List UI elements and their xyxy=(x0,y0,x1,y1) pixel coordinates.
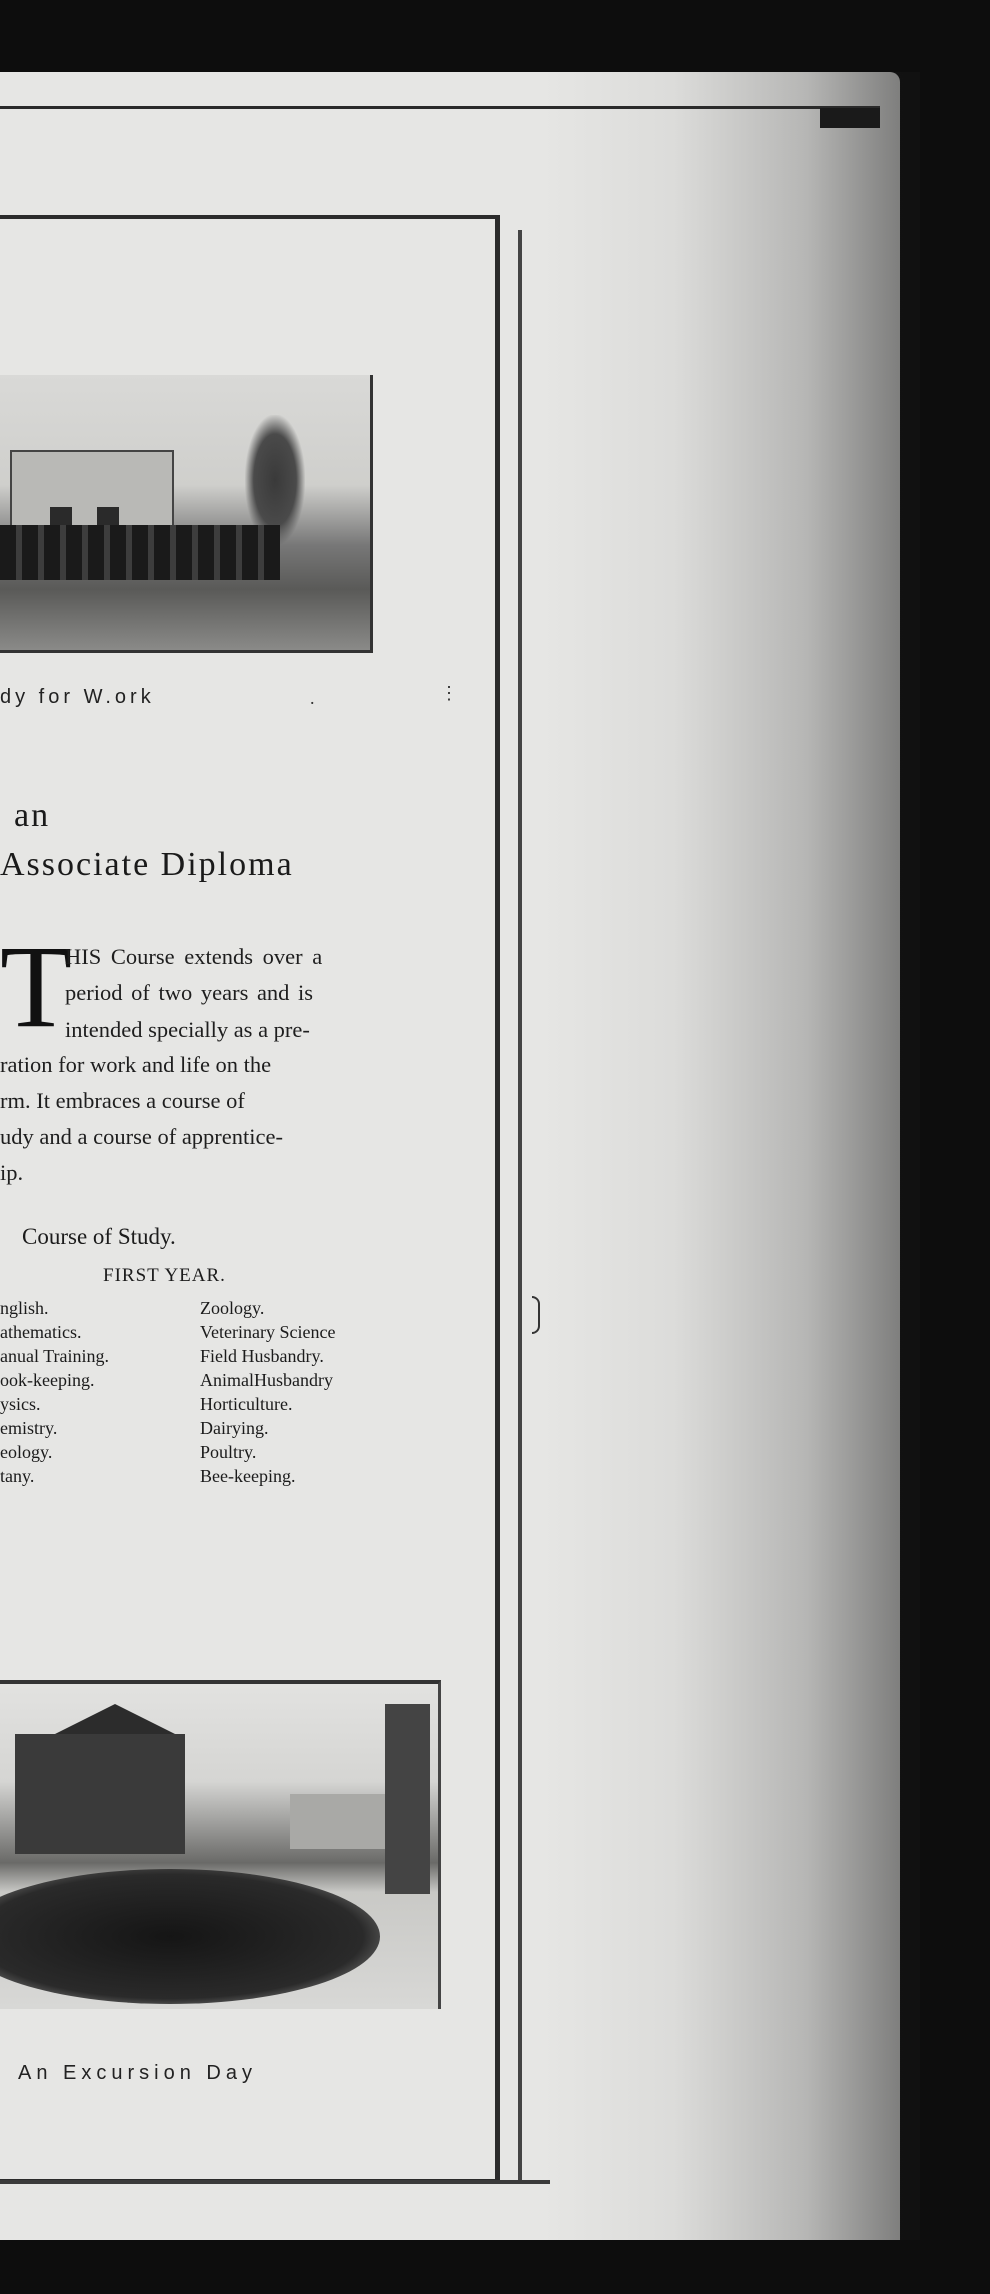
lawn-shadow-shape xyxy=(0,1869,380,2004)
subject-item: eology. xyxy=(0,1442,53,1462)
subject-item: Horticulture. xyxy=(200,1394,293,1414)
section-heading-line2: Associate Diploma xyxy=(0,846,294,883)
subject-list-left xyxy=(0,1296,109,1488)
subject-item: Field Husbandry. xyxy=(200,1346,324,1366)
subject-item: ook-keeping. xyxy=(0,1370,95,1390)
barn-window xyxy=(97,507,119,527)
speck-mark: . xyxy=(310,688,315,708)
subject-item: ysics. xyxy=(0,1394,41,1414)
page-frame-bottom-rule xyxy=(0,2180,550,2184)
barn-window xyxy=(50,507,72,527)
subject-item: emistry. xyxy=(0,1418,58,1438)
course-title: Course of Study. xyxy=(22,1224,176,1249)
photo-caption-top: dy for W.ork xyxy=(0,686,155,708)
top-rule xyxy=(0,106,880,109)
intro-line: intended specially as a pre- xyxy=(65,1017,310,1042)
subject-list-right xyxy=(200,1296,335,1488)
intro-line: ip. xyxy=(0,1160,24,1185)
photo-college-buildings xyxy=(0,1680,441,2009)
subject-item: athematics. xyxy=(0,1322,82,1342)
subject-item: nglish. xyxy=(0,1298,49,1318)
intro-line: HIS Course extends over a xyxy=(65,944,323,969)
subject-item: Zoology. xyxy=(200,1298,265,1318)
year-heading: FIRST YEAR. xyxy=(103,1265,226,1286)
intro-line: period of two years and is xyxy=(65,980,314,1005)
tent-shape xyxy=(290,1794,385,1849)
tower-shape xyxy=(385,1704,430,1894)
subject-item: Poultry. xyxy=(200,1442,257,1462)
drop-cap: T xyxy=(0,921,73,1052)
horse-team-shape xyxy=(0,525,280,580)
photo-caption-bottom: An Excursion Day xyxy=(18,2062,257,2084)
speck-mark: ⋮ xyxy=(440,683,458,703)
subject-item: Dairying. xyxy=(200,1418,269,1438)
building-shape xyxy=(15,1734,185,1854)
gutter-bracket-mark xyxy=(532,1296,540,1334)
top-rule-end-mark xyxy=(820,108,880,128)
intro-line: udy and a course of apprentice- xyxy=(0,1124,283,1149)
page-frame-inner-rule xyxy=(518,230,522,2180)
subject-item: AnimalHusbandry xyxy=(200,1370,333,1390)
intro-line: rm. It embraces a course of xyxy=(0,1088,245,1113)
photo-horses-barn xyxy=(0,375,373,653)
section-heading-line1: an xyxy=(14,797,51,834)
subject-item: Bee-keeping. xyxy=(200,1466,296,1486)
intro-line: ration for work and life on the xyxy=(0,1052,272,1077)
subject-item: tany. xyxy=(0,1466,35,1486)
subject-item: anual Training. xyxy=(0,1346,110,1366)
subject-item: Veterinary Science xyxy=(200,1322,336,1342)
page-edge-shadow xyxy=(540,72,920,2240)
